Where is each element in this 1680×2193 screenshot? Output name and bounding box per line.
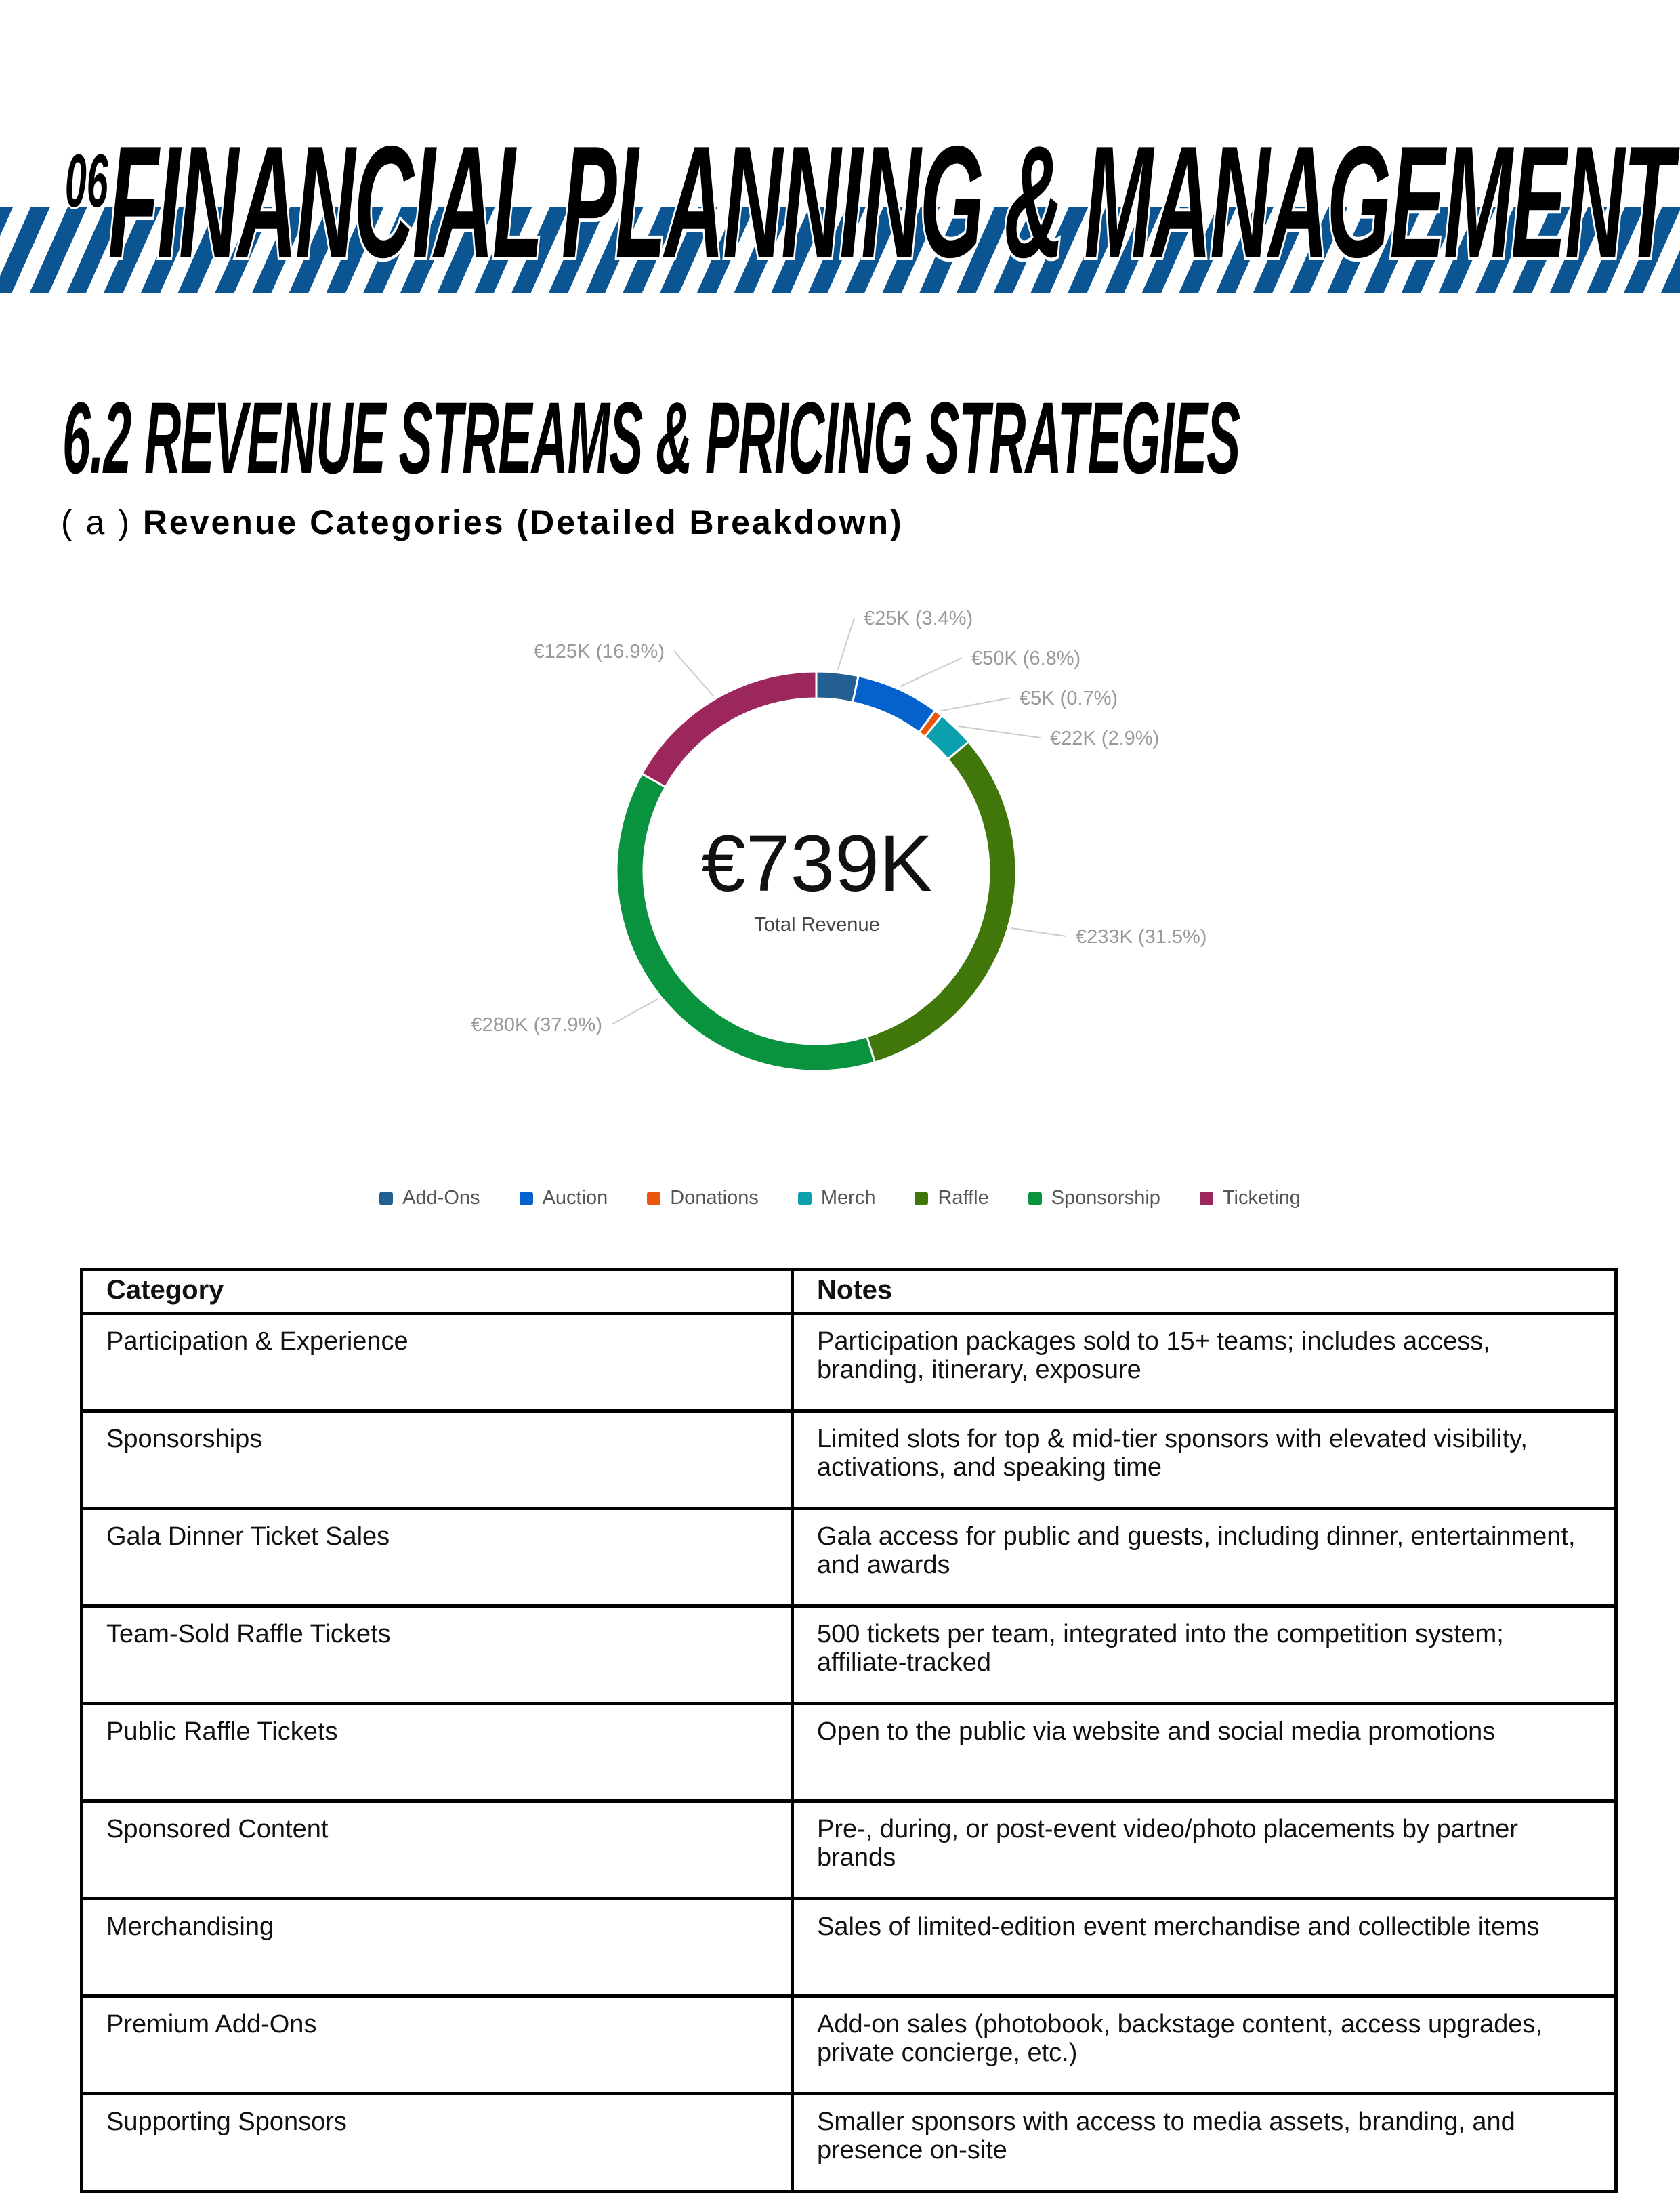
table-row: [82, 1801, 1616, 1899]
legend-item: [915, 1187, 988, 1209]
header-notes: Notes: [793, 1270, 1616, 1314]
legend-swatch: [379, 1192, 393, 1205]
donut-slice-add-ons: [816, 671, 858, 703]
table-row: [82, 1997, 1616, 2094]
legend-label: Merch: [820, 1187, 876, 1209]
category-cell: Participation & Experience: [82, 1314, 793, 1411]
legend-label: Donations: [670, 1187, 759, 1209]
legend-label: Add-Ons: [402, 1187, 480, 1209]
slice-data-label: €233K (31.5%): [1076, 926, 1207, 948]
category-cell: Public Raffle Tickets: [82, 1704, 793, 1801]
leader-line: [958, 726, 1041, 738]
header-category: Category: [82, 1270, 793, 1314]
subtitle-main: Revenue Categories: [142, 503, 505, 541]
table-row: [82, 1899, 1616, 1997]
leader-line: [1011, 928, 1066, 936]
table-row: [82, 1509, 1616, 1606]
category-cell: Team-Sold Raffle Tickets: [82, 1606, 793, 1704]
notes-cell: Pre-, during, or post-event video/photo placements by partner brands: [793, 1801, 1616, 1899]
center-total-value: €739K: [701, 819, 933, 908]
table-row: [82, 1411, 1616, 1509]
slice-data-label: €25K (3.4%): [864, 608, 973, 629]
notes-cell: Participation packages sold to 15+ teams; includes access, branding, itinerary, exposure: [793, 1314, 1616, 1411]
leader-line: [612, 999, 658, 1024]
category-cell: Sponsored Content: [82, 1801, 793, 1899]
legend-swatch: [1028, 1192, 1042, 1205]
legend-item: [1200, 1187, 1301, 1209]
revenue-donut-chart: [0, 583, 1680, 1165]
legend-item: [1028, 1187, 1160, 1209]
chapter-number: 06: [65, 140, 108, 223]
notes-cell: Smaller sponsors with access to media assets, branding, and presence on-site: [793, 2094, 1616, 2192]
subtitle-paren: (Detailed Breakdown): [516, 503, 904, 541]
table-row: [82, 1704, 1616, 1801]
legend-item: [379, 1187, 480, 1209]
table-row: [82, 2094, 1616, 2192]
section-title: 6.2 REVENUE STREAMS & PRICING STRATEGIES: [62, 381, 1240, 495]
chart-legend: [0, 1187, 1680, 1209]
slice-data-label: €125K (16.9%): [533, 641, 665, 663]
category-cell: Sponsorships: [82, 1411, 793, 1509]
legend-swatch: [520, 1192, 533, 1205]
legend-label: Raffle: [938, 1187, 989, 1209]
legend-item: [798, 1187, 876, 1209]
notes-cell: Gala access for public and guests, including dinner, entertainment, and awards: [793, 1509, 1616, 1606]
notes-cell: Limited slots for top & mid-tier sponsors with elevated visibility, activations, and speaking time: [793, 1411, 1616, 1509]
subtitle: [61, 503, 904, 542]
slice-data-label: €280K (37.9%): [471, 1014, 602, 1036]
donut-slice-ticketing: [642, 671, 816, 787]
table-header-row: [82, 1270, 1616, 1314]
leader-line: [674, 651, 714, 696]
donut-slice-auction: [853, 676, 936, 732]
subtitle-prefix: ( a ): [61, 503, 131, 541]
legend-label: Ticketing: [1222, 1187, 1301, 1209]
legend-label: Sponsorship: [1051, 1187, 1160, 1209]
slice-data-label: €50K (6.8%): [971, 648, 1081, 669]
table-row: [82, 1606, 1616, 1704]
notes-cell: 500 tickets per team, integrated into the competition system; affiliate-tracked: [793, 1606, 1616, 1704]
notes-cell: Open to the public via website and social media promotions: [793, 1704, 1616, 1801]
slice-data-label: €22K (2.9%): [1050, 728, 1160, 749]
leader-line: [940, 698, 1010, 711]
legend-label: Auction: [542, 1187, 608, 1209]
category-cell: Premium Add-Ons: [82, 1997, 793, 2094]
slice-data-label: €5K (0.7%): [1020, 688, 1118, 709]
leader-line: [838, 618, 854, 670]
notes-cell: Add-on sales (photobook, backstage content, access upgrades, private concierge, etc.): [793, 1997, 1616, 2094]
category-cell: Merchandising: [82, 1899, 793, 1997]
leader-line: [900, 658, 962, 687]
table-row: [82, 1314, 1616, 1411]
legend-swatch: [647, 1192, 660, 1205]
category-cell: Gala Dinner Ticket Sales: [82, 1509, 793, 1606]
revenue-categories-table: [80, 1268, 1618, 2193]
center-total-label: Total Revenue: [754, 914, 880, 936]
legend-item: [520, 1187, 608, 1209]
chapter-title-text: FINANCIAL PLANNING & MANAGEMENT: [108, 112, 1673, 291]
category-cell: Supporting Sponsors: [82, 2094, 793, 2192]
legend-swatch: [915, 1192, 928, 1205]
chapter-title: [65, 112, 1673, 291]
legend-swatch: [1200, 1192, 1213, 1205]
notes-cell: Sales of limited-edition event merchandise and collectible items: [793, 1899, 1616, 1997]
legend-item: [647, 1187, 759, 1209]
legend-swatch: [798, 1192, 812, 1205]
